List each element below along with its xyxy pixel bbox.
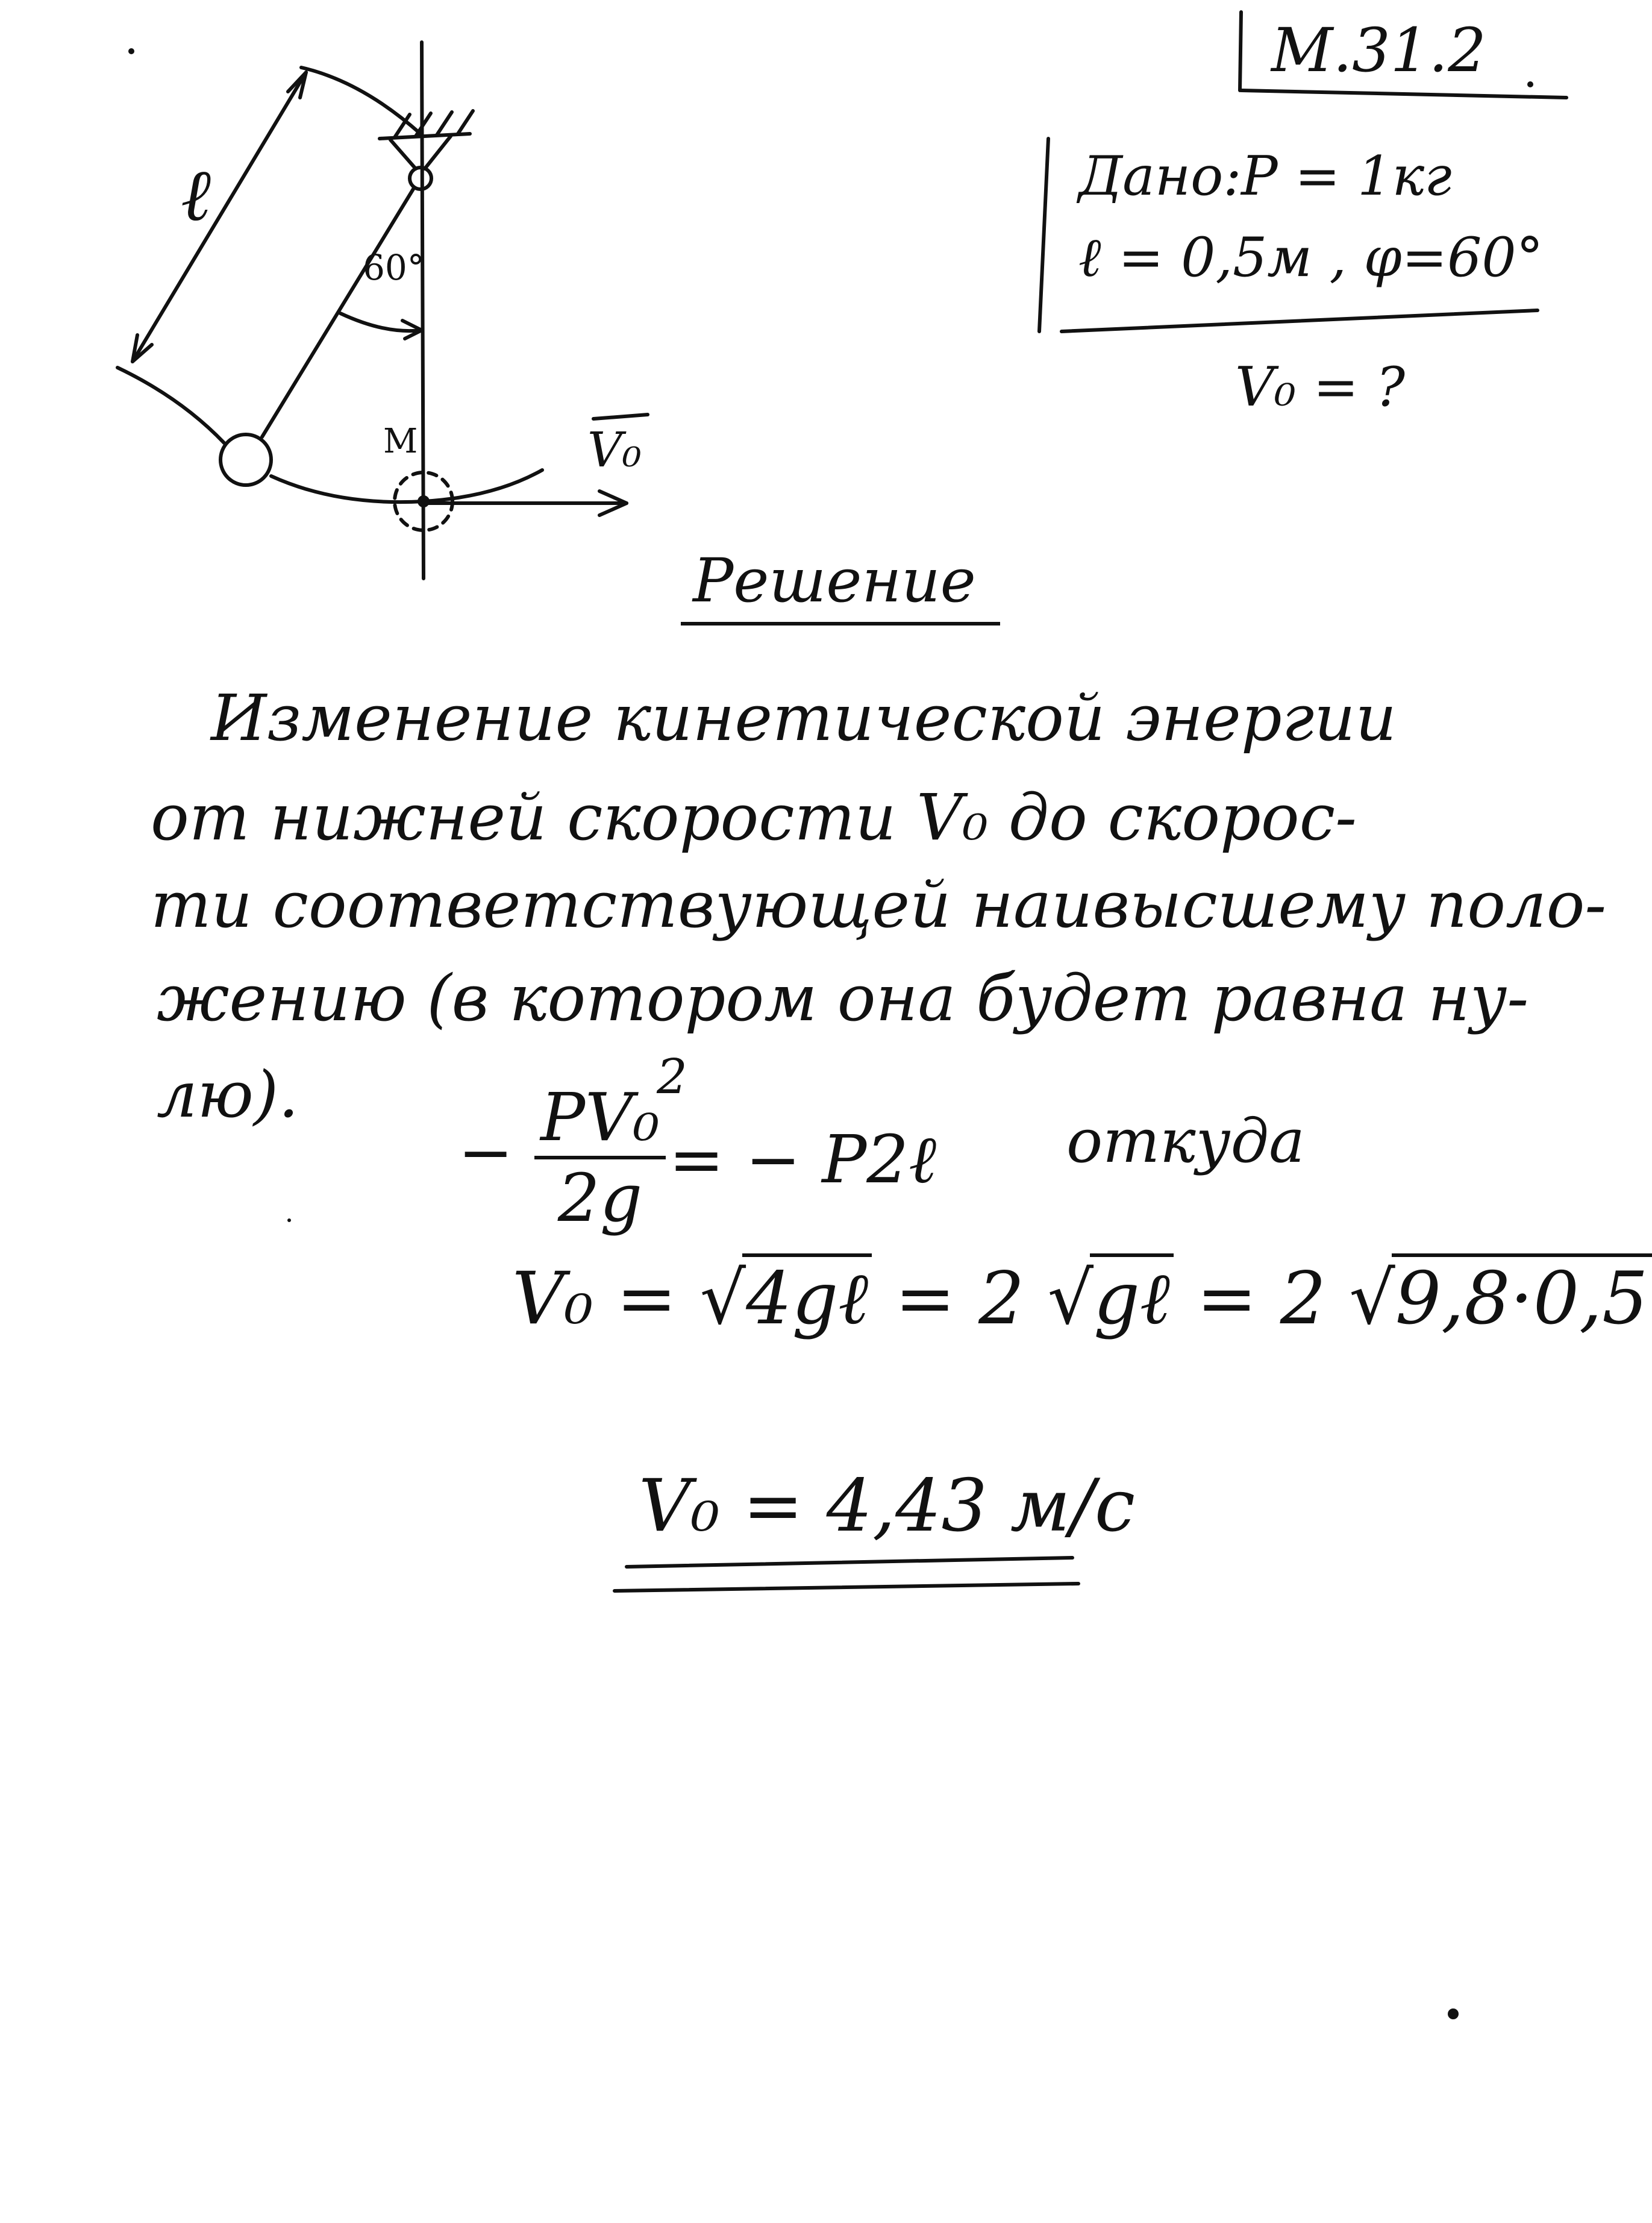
length-label: ℓ [181,154,211,237]
eq2-mid-2: = 2 [1197,1257,1327,1341]
velocity-label: V₀ [587,422,642,478]
eq2-radicand-3: 9,8·0,5 [1392,1253,1652,1341]
eq2-mid: = 2 [895,1257,1025,1341]
eq1-rhs: = − P2ℓ [669,1121,937,1198]
solution-line-4: жению (в котором она будет равна ну- [157,961,1529,1035]
given-line-2: ℓ = 0,5м , φ=60° [1078,226,1544,289]
eq2-lhs: V₀ = [512,1257,677,1341]
sqrt-icon: √ [1349,1257,1395,1341]
eq1-tail: откуда [1066,1106,1305,1176]
angle-label: 60° [363,247,425,288]
solution-line-1: Изменение кинетической энергии [211,681,1397,755]
given-line-1: P = 1кг [1241,145,1452,208]
sqrt-icon: √ [699,1257,746,1341]
given-label: Дано: [1078,145,1242,208]
eq1-superscript: 2 [657,1049,687,1105]
eq1-minus: − [458,1113,514,1191]
solution-line-2: от нижней скорости V₀ до скорос- [151,780,1357,854]
problem-number: М.31.2 [1271,15,1486,86]
solution-line-3: ти соответствующей наивысшему поло- [151,868,1607,942]
solution-line-5: лю). [157,1058,299,1132]
eq2-radicand-1: 4gℓ [742,1253,872,1341]
eq1-numerator: PV₀ [540,1079,660,1156]
eq2-radicand-2: gℓ [1090,1253,1174,1341]
point-m-label: M [383,422,418,461]
sqrt-icon: √ [1047,1257,1094,1341]
find-line: V₀ = ? [1235,356,1405,419]
eq1-denominator: 2g [557,1159,643,1237]
final-answer: V₀ = 4,43 м/с [639,1464,1136,1548]
solution-heading: Решение [681,545,1000,626]
